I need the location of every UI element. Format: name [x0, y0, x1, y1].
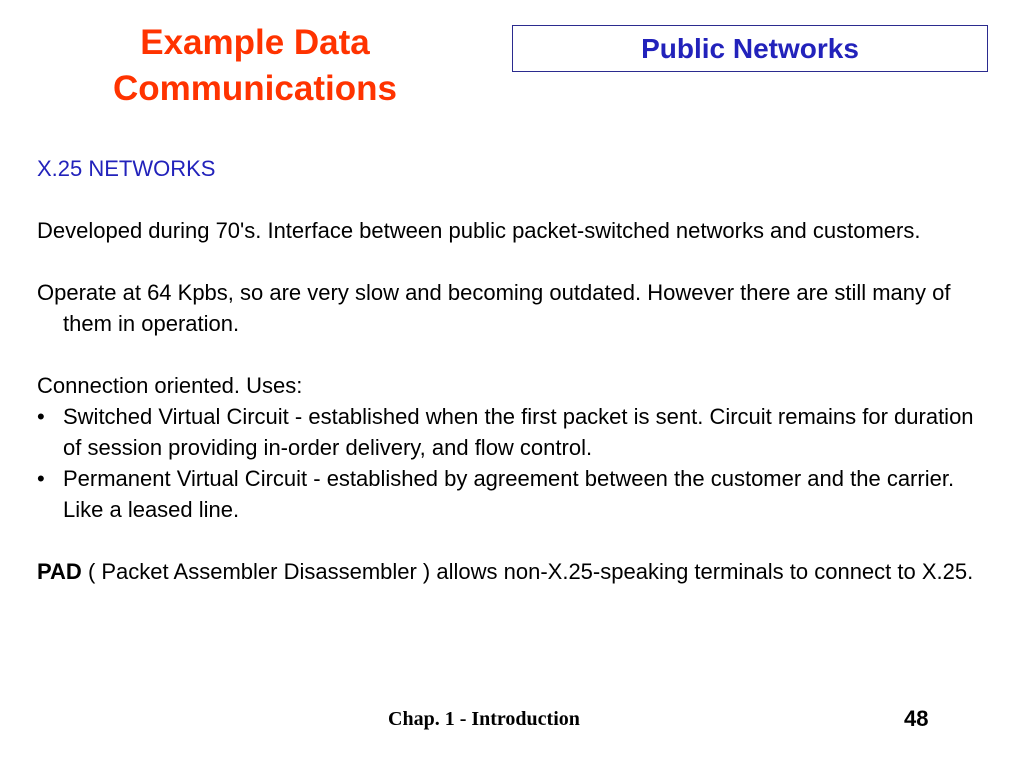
paragraph-history: Developed during 70's. Interface between public packet-switched networks and customers.	[37, 218, 921, 243]
spacer	[37, 339, 987, 370]
pad-term: PAD	[37, 559, 82, 584]
bullet-dot: •	[37, 466, 45, 491]
slide-title	[60, 20, 450, 112]
spacer	[37, 184, 987, 215]
footer-chapter: Chap. 1 - Introduction	[388, 708, 580, 730]
footer-page-number: 48	[904, 706, 929, 731]
paragraph-speed: Operate at 64 Kpbs, so are very slow and becoming outdated. However there are still many of them in operation.	[37, 280, 951, 336]
paragraph-pad	[37, 556, 987, 587]
paragraph-connection: Connection oriented. Uses:	[37, 373, 303, 398]
bullet-text: Switched Virtual Circuit - established when the first packet is sent. Circuit remains for duration of session providing in-order delivery, and flow control.	[63, 404, 974, 460]
bullet-item-pvc	[37, 463, 987, 525]
bullet-dot: •	[37, 404, 45, 429]
spacer	[37, 525, 987, 556]
section-label: Public Networks	[641, 32, 859, 64]
bullet-item-svc	[37, 401, 987, 463]
slide-body	[37, 153, 987, 587]
slide-title-line-2: Communications	[113, 69, 397, 108]
bullet-text: Permanent Virtual Circuit - established by agreement between the customer and the carrier. Like a leased line.	[63, 466, 955, 522]
spacer	[37, 246, 987, 277]
pad-description: ( Packet Assembler Disassembler ) allows non-X.25-speaking terminals to connect to X.25.	[81, 559, 974, 584]
section-heading: X.25 NETWORKS	[37, 156, 216, 181]
slide-title-line-1: Example Data	[140, 23, 370, 62]
section-label-box	[512, 25, 988, 72]
